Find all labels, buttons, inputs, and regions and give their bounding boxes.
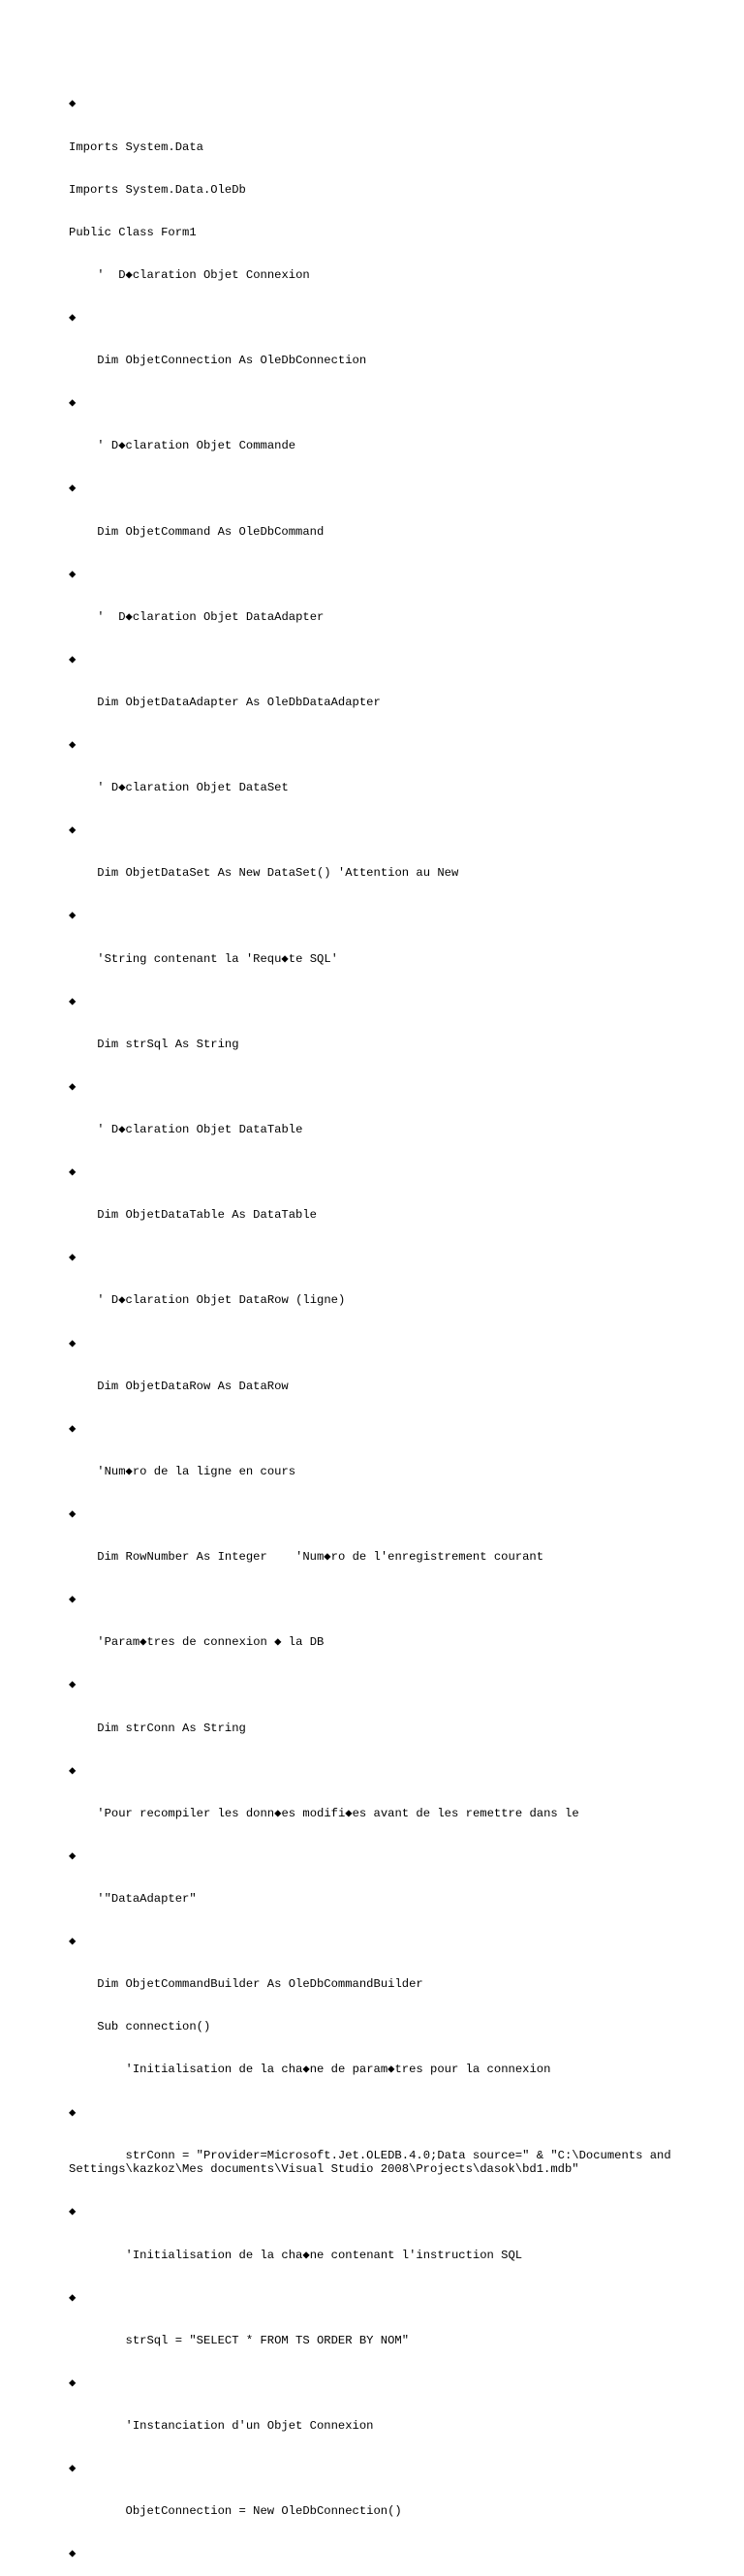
code-line: 'Initialisation de la cha◆ne de param◆tres pour la connexion	[69, 2063, 551, 2077]
code-line: ◆	[69, 1251, 77, 1265]
code-line: ' D◆claration Objet Commande	[69, 439, 296, 453]
code-line: ◆	[69, 1165, 77, 1180]
code-line: ◆	[69, 2547, 77, 2561]
code-line: Dim RowNumber As Integer 'Num◆ro de l'enregistrement courant	[69, 1550, 544, 1565]
code-line: ◆	[69, 1763, 77, 1778]
code-line: ◆	[69, 823, 77, 838]
code-line: ' D◆claration Objet Connexion	[69, 267, 310, 282]
code-line: Dim ObjetCommandBuilder As OleDbCommandBuilder	[69, 1977, 423, 1992]
code-line: ◆	[69, 652, 77, 667]
code-line: Public Class Form1	[69, 225, 197, 239]
code-line: ◆	[69, 2462, 77, 2476]
code-line: ObjetConnection = New OleDbConnection()	[69, 2504, 402, 2519]
code-line: Sub connection()	[69, 2020, 211, 2034]
code-line: ◆	[69, 1593, 77, 1607]
code-line: '"DataAdapter"	[69, 1892, 197, 1906]
code-line: ◆	[69, 310, 77, 325]
code-line: Dim ObjetCommand As OleDbCommand	[69, 524, 325, 539]
code-line: ◆	[69, 1336, 77, 1350]
code-line: ' D◆claration Objet DataAdapter	[69, 609, 325, 624]
code-line: ' D◆claration Objet DataSet	[69, 781, 289, 795]
code-line: ◆	[69, 1421, 77, 1436]
code-line: Dim strSql As String	[69, 1037, 239, 1051]
code-line: ◆	[69, 567, 77, 581]
code-line: Dim ObjetDataTable As DataTable	[69, 1208, 317, 1223]
code-line: Imports System.Data	[69, 140, 203, 154]
code-line: ◆	[69, 2290, 77, 2305]
code-line: Imports System.Data.OleDb	[69, 182, 246, 197]
code-line: Dim ObjetConnection As OleDbConnection	[69, 354, 367, 368]
code-line: ◆	[69, 738, 77, 753]
code-line: ◆	[69, 909, 77, 923]
code-line: ◆	[69, 396, 77, 411]
code-line: 'String contenant la 'Requ◆te SQL'	[69, 951, 338, 966]
code-line: ◆	[69, 2375, 77, 2390]
code-line: ◆	[69, 2205, 77, 2219]
code-line: ◆	[69, 1848, 77, 1863]
code-line: Dim ObjetDataRow As DataRow	[69, 1379, 289, 1393]
code-line: ◆	[69, 97, 77, 111]
code-line: ◆	[69, 994, 77, 1009]
code-line: Dim ObjetDataAdapter As OleDbDataAdapter	[69, 695, 381, 709]
code-line: ◆	[69, 1079, 77, 1094]
code-line: strConn = "Provider=Microsoft.Jet.OLEDB.4.0;Data source=" & "C:\Documents and Settings\kazkoz\Mes documents\Visual Studio 2008\Projects\dasok\bd1.mdb"	[69, 2148, 678, 2177]
code-line: 'Num◆ro de la ligne en cours	[69, 1464, 296, 1478]
code-line: ◆	[69, 1935, 77, 1949]
code-line: Dim strConn As String	[69, 1721, 246, 1735]
code-line: 'Instanciation d'un Objet Connexion	[69, 2419, 374, 2434]
code-line: 'Pour recompiler les donn◆es modifi◆es avant de les remettre dans le	[69, 1806, 579, 1820]
code-line: 'Initialisation de la cha◆ne contenant l'instruction SQL	[69, 2248, 523, 2262]
code-line: ◆	[69, 2105, 77, 2120]
code-document	[69, 69, 737, 2576]
code-line: ◆	[69, 1678, 77, 1692]
code-line: Dim ObjetDataSet As New DataSet() 'Attention au New	[69, 866, 459, 881]
code-line: 'Param◆tres de connexion ◆ la DB	[69, 1635, 325, 1650]
code-line: ' D◆claration Objet DataTable	[69, 1123, 303, 1137]
code-line: ' D◆claration Objet DataRow (ligne)	[69, 1293, 346, 1308]
code-line: strSql = "SELECT * FROM TS ORDER BY NOM"	[69, 2333, 410, 2347]
code-line: ◆	[69, 1507, 77, 1522]
code-line: ◆	[69, 481, 77, 496]
